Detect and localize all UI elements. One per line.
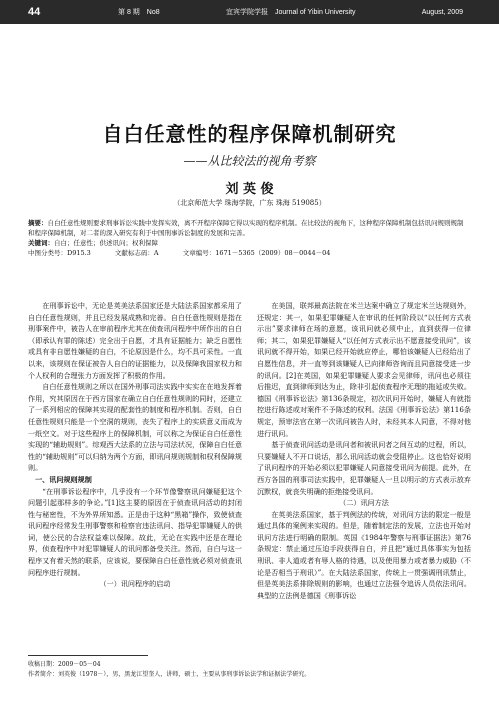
- abstract-label: 摘要：: [28, 219, 48, 227]
- left-column: [28, 300, 242, 590]
- received-date: 收稿日期：2009－05－04: [28, 661, 101, 668]
- body-paragraph: 基于侦查讯问活动是讯问者和被讯问者之间互动的过程，所以，只要嫌疑人不开口说话，那么讯问活动就会受阻停止。这也恰好说明了讯问程序的开始必须以犯罪嫌疑人同意接受讯问为前提。此外，在西方各国的刑事司法实践中，犯罪嫌疑人一旦以明示的方式表示放弃沉默权，就丧失明确的拒绝接受讯问。: [257, 440, 471, 496]
- abstract-block: [28, 218, 468, 258]
- footnote-divider: [28, 655, 148, 656]
- body-paragraph: 在美国，联邦最高法院在米兰达案中确立了规定米兰达规则外，还规定：其一，如果犯罪嫌疑人在审讯的任何阶段以“以任何方式表示出”要求律师在场的意愿，该讯问就必须中止，直到获得一位律师；其二，如果犯罪嫌疑人“以任何方式表示出不愿意接受讯问”，该讯问就不得开始，如果已经开始就应停止，哪怕该嫌疑人已经给出了自愿性信息，并一直等到该嫌疑人已向律师咨询而且同意接受进一步的讯问。[2]在英国，如果犯罪嫌疑人要求会见律师，讯问也必须往后推迟，直到律师到达为止，除非引起侦查程序无理的拖延或失败。德国《刑事诉讼法》第136条规定，初次讯问开始时，嫌疑人有就指控进行陈述或对案件不予陈述的权利。法国《刑事诉讼法》第116条规定，预审法官在第一次讯问被告人时，未经其本人同意，不得对他进行讯问。: [257, 301, 471, 438]
- section-heading: 一、讯问规则规制: [35, 474, 92, 484]
- clc-number: 中图分类号：D915.3: [28, 249, 91, 257]
- body-paragraph: 在英美法系国家，基于判例法的传统，对讯问方法的限定一般是通过具体的案例来实现的。但是，随着制定法的发展，立法也开始对讯问方法进行明确的限制。英国《1984年警察与刑事证据法》第76条规定：禁止通过压迫手段获得自白，并且把“通过具体事实为包括刑讯、非人道或者有辱人格的待遇，以及使用暴力或者暴力威胁（不论是否相当于刑讯）”。在大陆法系国家，传统上一贯强调刑讯禁止，但是英美法系排除规则的影响，也通过立法强令追诉人员依法讯问。典型的立法例是德国《刑事诉讼: [257, 509, 471, 600]
- abstract-paragraph: [28, 218, 468, 238]
- article-title: 自白任意性的程序保障机制研究: [102, 122, 397, 146]
- author-name: 刘 英 俊: [225, 182, 274, 197]
- classification-line: [28, 248, 468, 258]
- subsection-heading: （一）讯问程序的启动: [99, 579, 171, 589]
- body-paragraph: 自白任意性规则之所以在国外刑事司法实践中实实在在地发挥着作用，究其原因在于西方国家在确立自白任意性规则的同时，还建立了一系列相应的保障其实现的配套性的制度和程序机制。否则，自白任意性规则只能是一个空洞的规则，丧失了程序上的实质意义而成为一纸空文。对于这些程序上的保障机制，可以称之为保证自白任意性实现的“辅助规则”。综观西大法系的立法与司法状况，保障自白任意性的“辅助规则”可以归纳为两个方面，即讯问规则规制和权利保障规则。: [28, 382, 242, 473]
- body-paragraph: “在刑事诉讼程序中，几乎没有一个环节像警察讯问嫌疑犯这个问题引起那样多的争论。”[1]这主要的原因在于侦查讯问活动的封闭性与秘密性，不为外界所知悉。正是由于这种“黑箱”操作，致使侦查讯问程序经常发生刑事警察和检察官违法讯问、指导犯罪嫌疑人的供词，使公民的合法权益难以保障。故此，无论在实践中还是在理论界，侦查程序中对犯罪嫌疑人的讯问都备受关注。然而，自白与这一程序又有着天然的联系，应该说，要保障自白任意性就必须对侦查讯问程序进行规制。: [28, 486, 242, 577]
- journal-name: 宜宾学院学报 Journal of Yibin University: [226, 9, 356, 16]
- author-bio: 作者简介：刘英俊（1978－），男，黑龙江望奎人，讲师，硕士，主要从事刑事诉讼法学和证据法学研究。: [28, 671, 311, 678]
- article-subtitle: ——从比较法的视角考察: [183, 154, 316, 168]
- subsection-heading: （二）讯问方法: [339, 498, 389, 508]
- page-number: 44: [28, 6, 41, 18]
- issue-date: August, 2009: [421, 8, 463, 16]
- author-affiliation: （北京师范大学 珠海学院，广东 珠海 519085）: [173, 199, 326, 207]
- footnotes: [28, 660, 468, 680]
- abstract-text: 自白任意性规则要求刑事诉讼实践中发挥实效，离不开程序保障它得以实现的程序机制。在比较法的视角下，这种程序保障机制包括讯问规则规制和程序保障机制，对二者的深入研究有利于中国刑事诉讼制度的发展和完善。: [28, 219, 464, 237]
- right-column: [257, 300, 471, 601]
- keywords-label: 关键词：: [28, 239, 54, 247]
- article-number: 文章编号：1671－5365（2009）08－0044－04: [182, 249, 331, 257]
- document-code: 文献标志码：A: [114, 249, 159, 257]
- keywords-line: [28, 238, 468, 248]
- volume-issue: 第 8 期 No8: [118, 9, 160, 16]
- body-paragraph: 在刑事诉讼中，无论是英美法系国家还是大陆法系国家都采用了自白任意性规则，并且已经发展成熟和完善。自白任意性规则是指在刑事案件中，被告人在审前程序尤其在侦查讯问程序中所作出的自白（即承认有罪的陈述）完全出于自愿，才具有证据能力；缺乏自愿性或具有非自愿性嫌疑的自白，不论原因是什么，均不具可采性。一直以来，该规则在保证被告人自白的证据能力，以及保障我国家权力和个人权利的合理张力方面发挥了积极的作用。: [28, 301, 242, 380]
- running-header: [0, 0, 499, 24]
- keywords-text: 自白；任意性；供述讯问；权利保障: [54, 239, 158, 247]
